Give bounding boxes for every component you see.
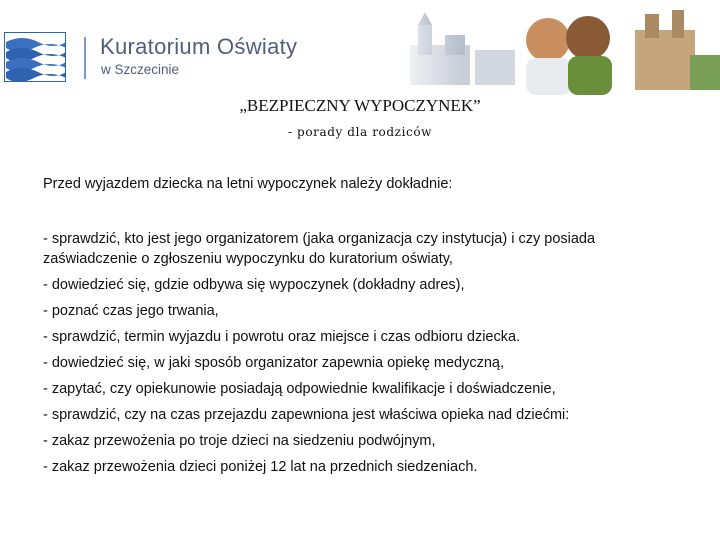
document-subtitle: - porady dla rodziców: [287, 125, 433, 139]
list-item: - poznać czas jego trwania,: [43, 303, 219, 319]
logo-subtitle: w Szczecinie: [101, 62, 180, 77]
banner-fade: [390, 0, 460, 95]
list-item: - sprawdzić, termin wyjazdu i powrotu oraz miejsce i czas odbioru dziecka.: [43, 329, 521, 345]
list-item: - dowiedzieć się, w jaki sposób organizator zapewnia opiekę medyczną,: [43, 355, 505, 371]
logo-divider: [84, 37, 86, 79]
list-item: - zakaz przewożenia dzieci poniżej 12 lat na przednich siedzeniach.: [43, 459, 478, 475]
advice-list: [43, 226, 683, 480]
intro-text: Przed wyjazdem dziecka na letni wypoczynek należy dokładnie:: [43, 176, 453, 192]
logo-title: Kuratorium Oświaty: [100, 34, 298, 59]
list-item: - dowiedzieć się, gdzie odbywa się wypoczynek (dokładny adres),: [43, 277, 465, 293]
header: [0, 0, 720, 95]
list-item: - zapytać, czy opiekunowie posiadają odpowiednie kwalifikacje i doświadczenie,: [43, 381, 556, 397]
list-item-line: zaświadczenie o zgłoszeniu wypoczynku do kuratorium oświaty,: [43, 251, 453, 267]
waves-logo-icon: [4, 32, 66, 82]
list-item: [43, 226, 683, 272]
document-title: „BEZPIECZNY WYPOCZYNEK”: [239, 96, 481, 115]
list-item: - zakaz przewożenia po troje dzieci na siedzeniu podwójnym,: [43, 433, 436, 449]
list-item: - sprawdzić, czy na czas przejazdu zapewniona jest właściwa opieka nad dziećmi:: [43, 407, 570, 423]
list-item-line: - sprawdzić, kto jest jego organizatorem (jaka organizacja czy instytucja) i czy posiada: [43, 231, 596, 247]
